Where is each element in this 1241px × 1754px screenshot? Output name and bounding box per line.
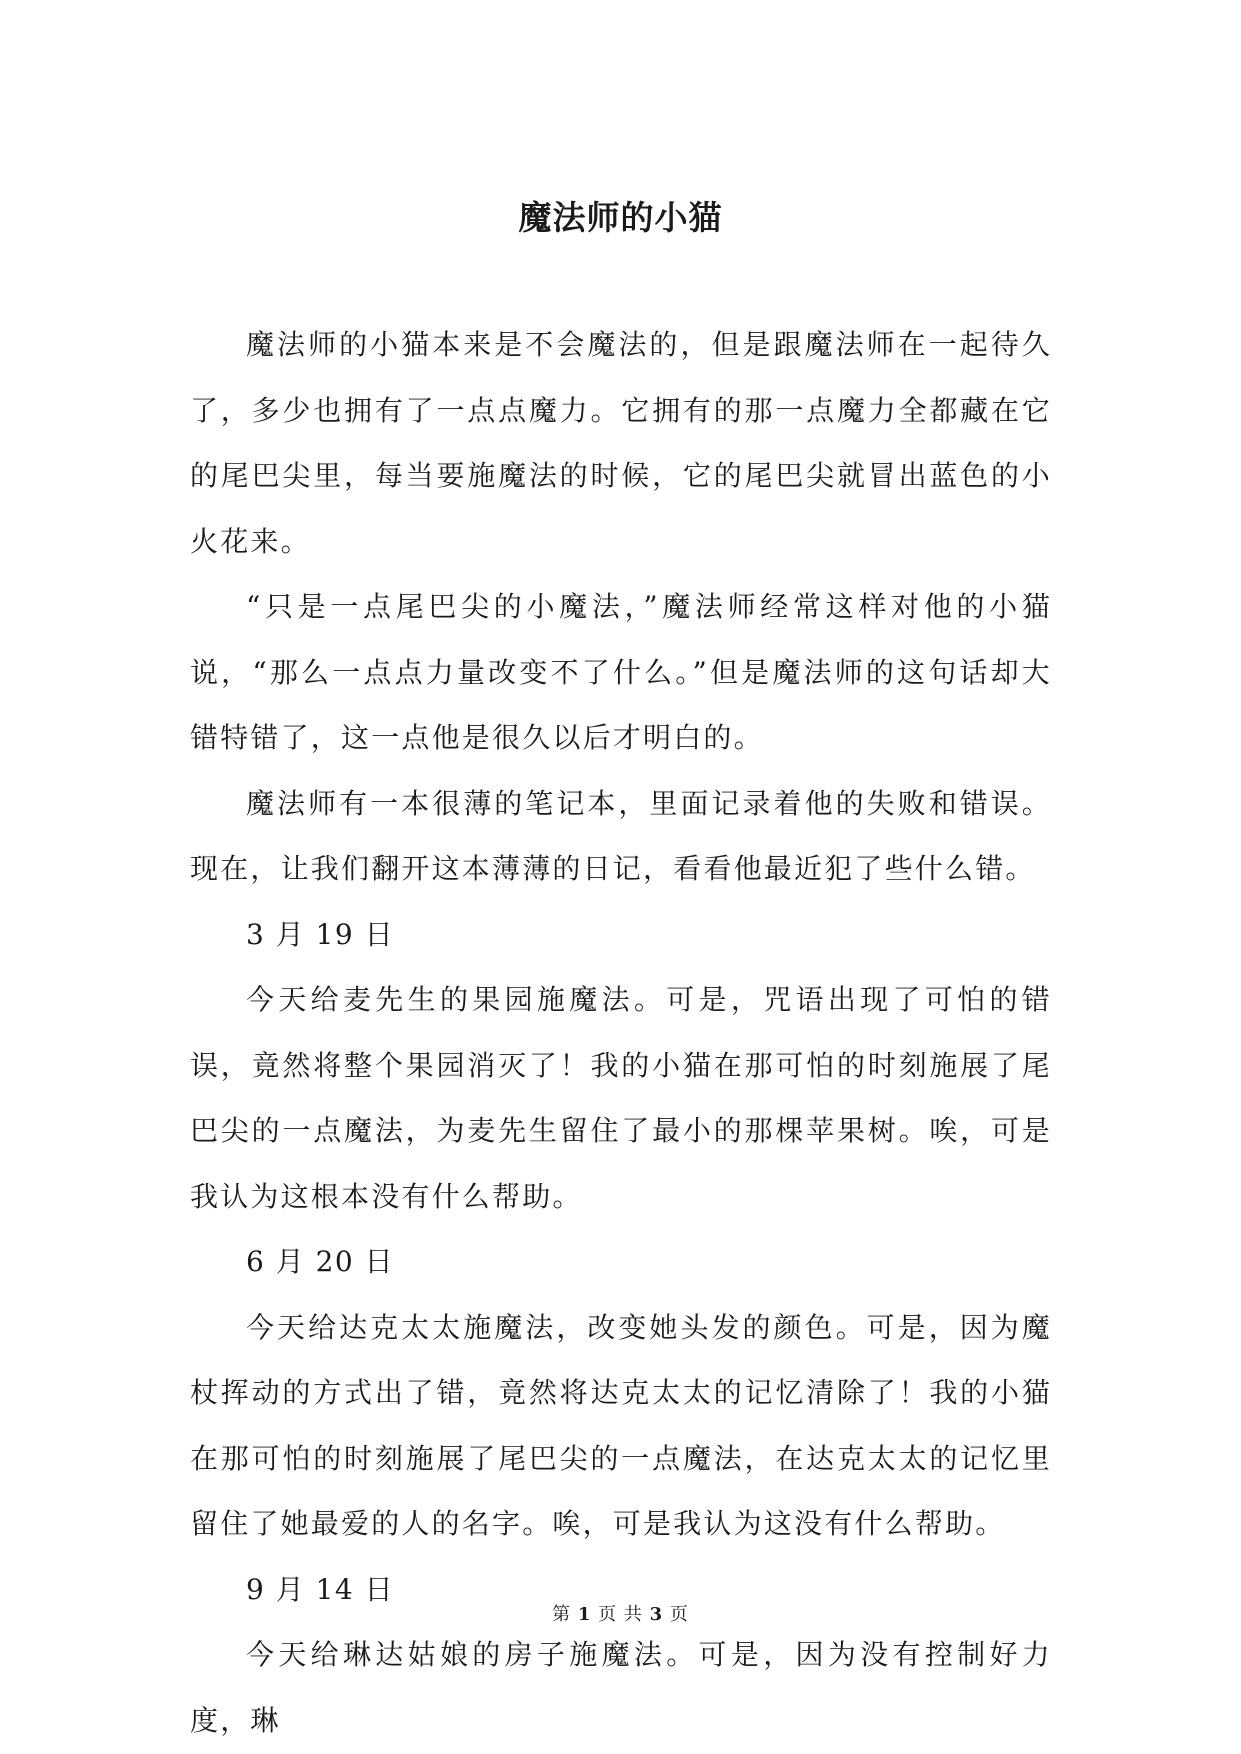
diary-date-2: 6 月 20 日 bbox=[246, 1245, 395, 1278]
diary-entry-3: 今天给琳达姑娘的房子施魔法。可是，因为没有控制好力度，琳 bbox=[190, 1638, 1052, 1737]
paragraph-notebook: 魔法师有一本很薄的笔记本，里面记录着他的失败和错误。现在，让我们翻开这本薄薄的日记，看看他最近犯了些什么错。 bbox=[190, 786, 1052, 885]
footer-suffix: 页 bbox=[669, 1604, 689, 1625]
document-title: 魔法师的小猫 bbox=[518, 198, 723, 237]
page-footer bbox=[0, 1600, 1241, 1626]
paragraph-quote: “只是一点尾巴尖的小魔法，”魔法师经常这样对他的小猫说，“那么一点点力量改变不了什么。”但是魔法师的这句话却大错特错了，这一点他是很久以后才明白的。 bbox=[190, 590, 1052, 754]
diary-date-1: 3 月 19 日 bbox=[246, 917, 395, 951]
diary-date-3: 9 月 14 日 bbox=[246, 1572, 395, 1606]
footer-middle: 页 共 bbox=[598, 1604, 643, 1625]
footer-total-pages: 3 bbox=[649, 1604, 664, 1625]
footer-current-page: 1 bbox=[577, 1604, 592, 1625]
document-body bbox=[190, 312, 1052, 1753]
diary-entry-1: 今天给麦先生的果园施魔法。可是，咒语出现了可怕的错误，竟然将整个果园消灭了！我的小猫在那可怕的时刻施展了尾巴尖的一点魔法，为麦先生留住了最小的那棵苹果树。唉，可是我认为这根本没有什么帮助。 bbox=[190, 983, 1052, 1213]
diary-entry-2: 今天给达克太太施魔法，改变她头发的颜色。可是，因为魔杖挥动的方式出了错，竟然将达克太太的记忆清除了！我的小猫在那可怕的时刻施展了尾巴尖的一点魔法，在达克太太的记忆里留住了她最爱的人的名字。唉，可是我认为这没有什么帮助。 bbox=[190, 1310, 1052, 1540]
paragraph-intro: 魔法师的小猫本来是不会魔法的，但是跟魔法师在一起待久了，多少也拥有了一点点魔力。它拥有的那一点魔力全都藏在它的尾巴尖里，每当要施魔法的时候，它的尾巴尖就冒出蓝色的小火花来。 bbox=[190, 328, 1052, 558]
footer-prefix: 第 bbox=[552, 1604, 572, 1625]
